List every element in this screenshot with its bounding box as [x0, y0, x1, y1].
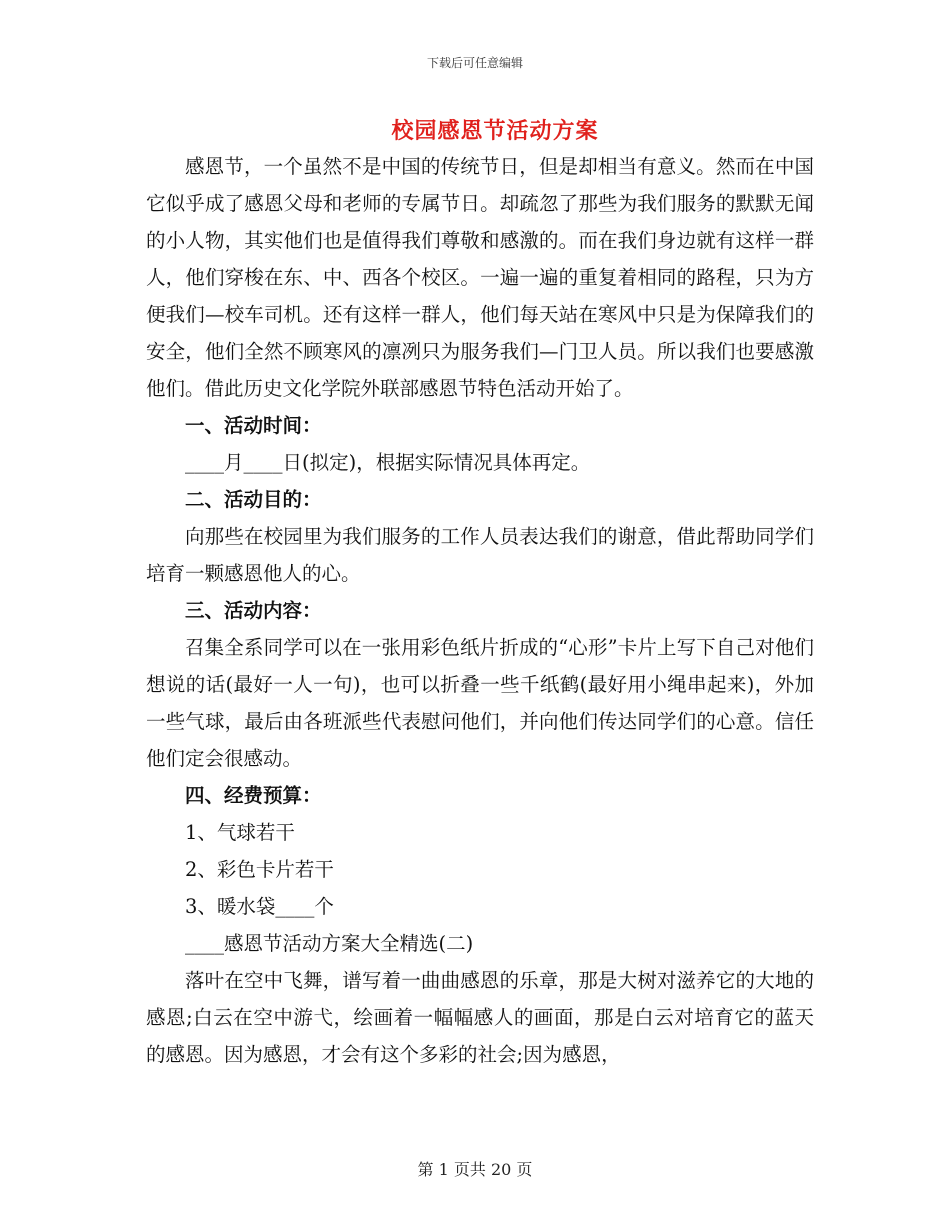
budget-item: 2、彩色卡片若干	[185, 858, 334, 881]
section-heading-content: 三、活动内容：	[185, 599, 322, 622]
intro-paragraph: 感恩节，一个虽然不是中国的传统节日，但是却相当有意义。然而在中国它似乎成了感恩父母和老师的专属节日。却疏忽了那些为我们服务的默默无闻的小人物，其实他们也是值得我们尊敬和感激的。而在我们身边就有这样一群人，他们穿梭在东、中、西各个校区。一遍一遍的重复着相同的路程，只为方便我们—校车司机。还有这样一群人，他们每天站在寒风中只是为保障我们的安全，他们全然不顾寒风的凛冽只为服务我们—门卫人员。所以我们也要感激他们。借此历史文化学院外联部感恩节特色活动开始了。	[146, 155, 814, 400]
document-body	[146, 148, 814, 1073]
content-paragraph: 召集全系同学可以在一张用彩色纸片折成的“心形”卡片上写下自己对他们想说的话(最好一人一句)，也可以折叠一些千纸鹤(最好用小绳串起来)，外加一些气球，最后由各班派些代表慰问他们，并向他们传达同学们的心意。信任他们定会很感动。	[146, 636, 814, 770]
second-plan-paragraph: 落叶在空中飞舞，谱写着一曲曲感恩的乐章，那是大树对滋养它的大地的感恩;白云在空中游弋，绘画着一幅幅感人的画面，那是白云对培育它的蓝天的感恩。因为感恩，才会有这个多彩的社会;因为感恩，	[146, 969, 814, 1066]
purpose-paragraph: 向那些在校园里为我们服务的工作人员表达我们的谢意，借此帮助同学们培育一颗感恩他人的心。	[146, 525, 814, 585]
budget-item: 3、暖水袋____个	[185, 895, 334, 918]
document-title: 校园感恩节活动方案	[391, 118, 599, 144]
section-heading-purpose: 二、活动目的：	[185, 488, 322, 511]
page-footer: 第 1 页共 20 页	[417, 1160, 533, 1179]
section-heading-budget: 四、经费预算：	[185, 784, 322, 807]
time-paragraph: ____月____日(拟定)，根据实际情况具体再定。	[185, 451, 591, 474]
header-note: 下载后可任意编辑	[426, 56, 523, 70]
budget-item: 1、气球若干	[185, 821, 295, 844]
second-plan-title: ____感恩节活动方案大全精选(二)	[185, 932, 474, 955]
section-heading-time: 一、活动时间：	[185, 414, 322, 437]
